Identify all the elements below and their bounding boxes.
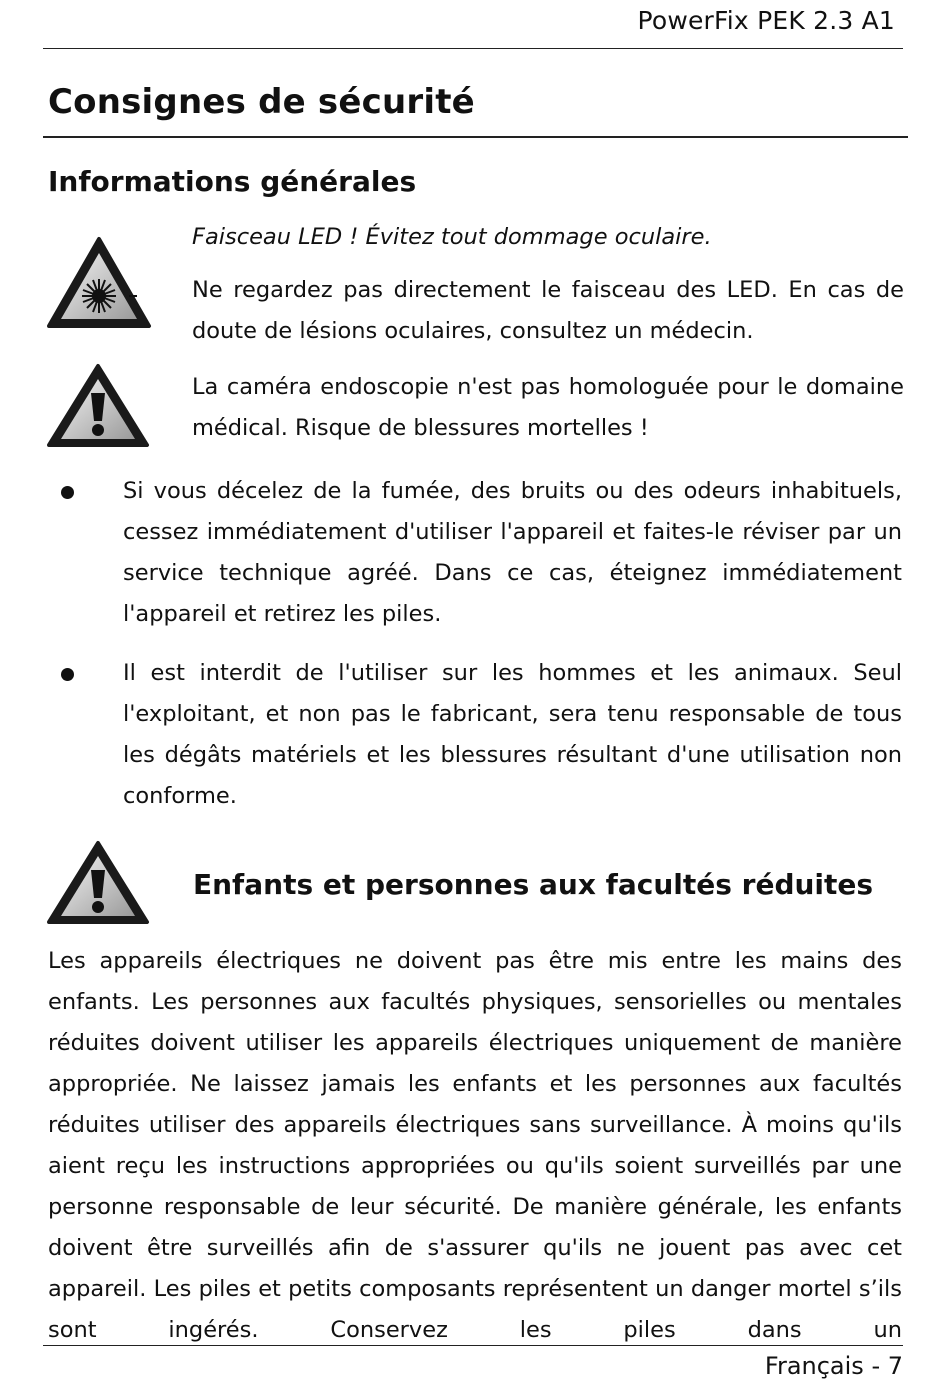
bullet-marker — [61, 668, 74, 681]
section-heading-general: Informations générales — [48, 165, 417, 198]
exclamation-warning-icon — [46, 363, 150, 449]
title-divider — [43, 136, 908, 138]
medical-warning-text: La caméra endoscopie n'est pas homologuée pour le domaine médical. Risque de blessures mortelles ! — [192, 374, 904, 441]
laser-radiation-warning-icon — [46, 236, 152, 330]
footer-divider — [43, 1345, 903, 1346]
document-header-title: PowerFix PEK 2.3 A1 — [637, 6, 895, 35]
led-warning-text: Ne regardez pas directement le faisceau des LED. En cas de doute de lésions oculaires, consultez un médecin. — [192, 277, 904, 344]
list-item: Si vous décelez de la fumée, des bruits ou des odeurs inhabituels, cessez immédiatement d'utiliser l'appareil et faites-le réviser par un service technique agréé. Dans ce cas, éteignez immédiatement l'appareil et retirez les piles. — [123, 478, 902, 627]
exclamation-warning-icon — [46, 840, 150, 926]
header-divider — [43, 48, 903, 49]
bullet-marker — [61, 486, 74, 499]
page-title: Consignes de sécurité — [48, 82, 475, 122]
list-item: Il est interdit de l'utiliser sur les hommes et les animaux. Seul l'exploitant, et non pas le fabricant, sera tenu responsable de tous les dégâts matériels et les blessures résultant d'une utilisation non conforme. — [123, 660, 902, 809]
children-safety-text: Les appareils électriques ne doivent pas être mis entre les mains des enfants. Les personnes aux facultés physiques, sensorielles ou mentales réduites doivent utiliser les appareils électriques uniquement de manière appropriée. Ne laissez jamais les enfants et les personnes aux facultés réduites utiliser des appareils électriques sans surveillance. À moins qu'ils aient reçu les instructions appropriées ou qu'ils soient surveillés par une personne responsable de leur sécurité. De manière générale, les enfants doivent être surveillés afin de s'assurer qu'ils ne jouent pas avec cet appareil. Les piles et petits composants représentent un danger mortel s’ils sont ingérés. Conservez les piles dans un — [48, 948, 902, 1343]
led-warning-title: Faisceau LED ! Évitez tout dommage oculaire. — [192, 224, 712, 250]
section-heading-children: Enfants et personnes aux facultés réduites — [193, 868, 874, 901]
page-number: Français - 7 — [764, 1352, 903, 1380]
